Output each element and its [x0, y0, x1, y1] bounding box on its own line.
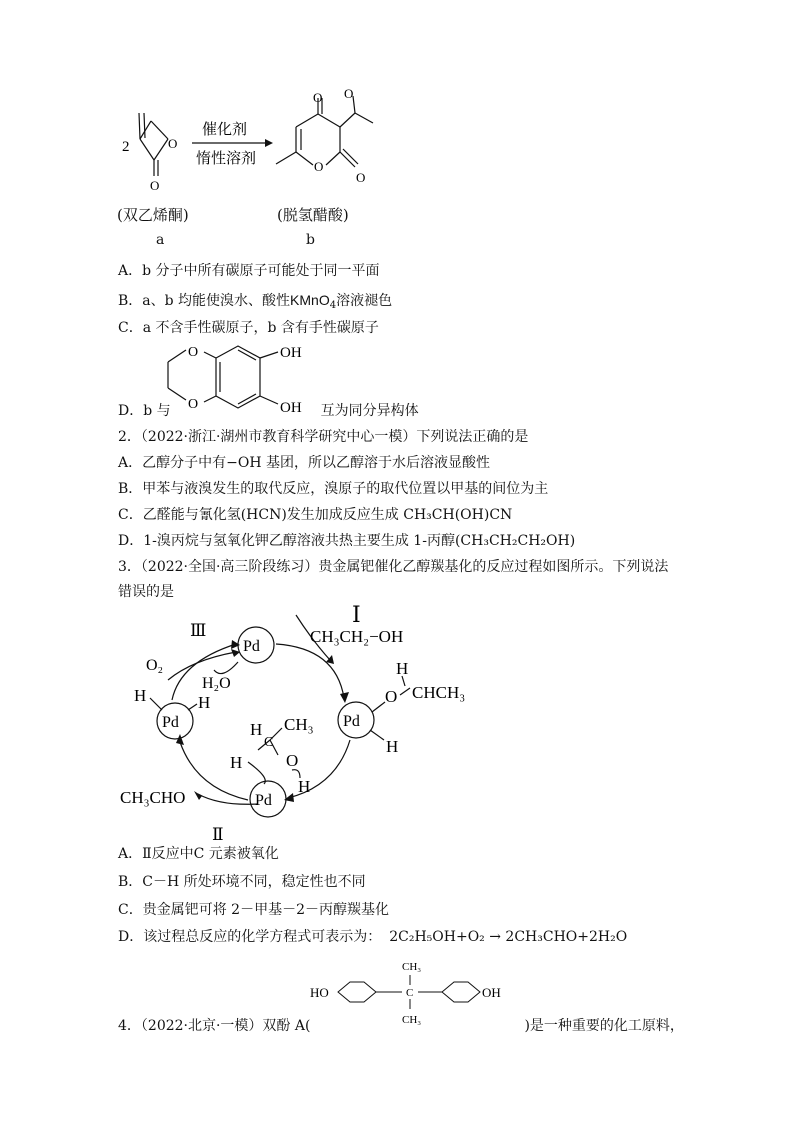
q1-option-b	[118, 291, 392, 310]
cycle-arrowheads	[176, 640, 349, 802]
step-iii-label: Ⅲ	[190, 621, 207, 640]
pd-hydride-h-left2: H	[198, 693, 211, 712]
pd-label-bottom: Pd	[255, 792, 272, 809]
q2-option-c: C．乙醛能与氰化氢(HCN)发生加成反应生成 CH₃CH(OH)CN	[118, 507, 513, 523]
q3-option-c: C．贵金属钯可将 2－甲基－2－丙醇羰基化	[118, 902, 389, 918]
q1-option-b-text: B．a、b 均能使溴水、酸性	[118, 293, 291, 309]
kmno4-formula: KMnO	[290, 292, 330, 308]
q2-option-d: D．1-溴丙烷与氢氧化钾乙醇溶液共热主要生成 1-丙醇(CH₃CH₂CH₂OH)	[118, 533, 576, 549]
acetaldehyde-product: CH₃CHO	[120, 788, 186, 807]
solvent-label: 惰性溶剂	[196, 151, 257, 167]
alkoxide-h-top: H	[396, 659, 409, 678]
q3-option-b: B．C－H 所处环境不同，稳定性也不同	[118, 874, 366, 890]
pd-hydride-h-right: H	[386, 737, 399, 756]
bottom-oxygen: O	[286, 751, 299, 770]
q2-option-b: B．甲苯与液溴发生的取代反应，溴原子的取代位置以甲基的间位为主	[118, 481, 549, 497]
q1-option-d	[118, 402, 419, 420]
dehydroacetic-acid-name: (脱氢醋酸)	[277, 206, 349, 224]
pd-label-top: Pd	[243, 638, 260, 655]
bpa-methyl-top: CH₃	[402, 961, 422, 973]
step-ii-label: Ⅱ	[212, 825, 224, 844]
bottom-h-top: H	[250, 720, 263, 739]
q3-option-a: A．Ⅱ反应中C 元素被氧化	[118, 846, 279, 862]
q3-stem-line2: 错误的是	[118, 584, 174, 600]
bpa-quaternary-carbon: C	[406, 987, 414, 999]
pd-hydride-h-left1: H	[134, 686, 147, 705]
label-a: a	[156, 232, 165, 248]
q4-stem	[118, 1017, 684, 1035]
lactone-oxygen-label: O	[314, 159, 324, 174]
step-i-label: Ⅰ	[352, 602, 361, 627]
dehydroacetic-acid-structure	[276, 96, 373, 167]
q3-option-d	[118, 928, 627, 946]
catalytic-cycle-diagram	[0, 600, 800, 844]
reaction-arrowhead	[265, 139, 273, 147]
diketene-structure	[139, 113, 168, 176]
ketone-oxygen-label: O	[313, 90, 323, 105]
alkoxide-oxygen: O	[385, 687, 398, 706]
bpa-methyl-bottom: CH₃	[402, 1014, 422, 1026]
q2-stem: 2．（2022·浙江·湖州市教育科学研究中心一模）下列说法正确的是	[118, 429, 529, 445]
bottom-h-left: H	[230, 753, 243, 772]
lactone-carbonyl-oxygen-label: O	[356, 170, 366, 185]
dioxane-oxygen-top: O	[188, 345, 199, 360]
acetyl-oxygen-label: O	[344, 86, 354, 101]
bottom-h-right: H	[298, 777, 311, 796]
diketene-name: (双乙烯酮)	[117, 206, 189, 224]
q4-stem-end: )是一种重要的化工原料，	[524, 1018, 684, 1034]
oxygen-reactant-label: O₂	[146, 657, 164, 674]
label-b: b	[306, 232, 315, 248]
q1-option-d-end: 互为同分异构体	[320, 403, 419, 419]
bottom-carbon: C	[264, 735, 274, 750]
kmno4-subscript: 4	[329, 300, 337, 311]
q1-option-d-start: D．b 与	[118, 403, 171, 419]
q2-option-a: A．乙醇分子中有−OH 基团，所以乙醇溶于水后溶液显酸性	[118, 455, 490, 471]
catalyst-label: 催化剂	[202, 122, 248, 138]
bpa-oh: OH	[482, 985, 501, 1000]
q3-stem-line1: 3．（2022·全国·高三阶段练习）贵金属钯催化乙醇羰基化的反应过程如图所示。下列说法	[118, 559, 669, 575]
hydroxyl-top: OH	[280, 345, 302, 361]
q4-stem-start: 4．（2022·北京·一模）双酚 A(	[118, 1018, 311, 1034]
q1-option-c: C．a 不含手性碳原子，b 含有手性碳原子	[118, 320, 379, 336]
q1-option-a: A．b 分子中所有碳原子可能处于同一平面	[118, 263, 380, 279]
alkoxide-chch3: CHCH₃	[412, 683, 466, 702]
water-product-label: H₂O	[202, 675, 231, 692]
bpa-ho: HO	[310, 985, 329, 1000]
overall-equation: 2C₂H₅OH+O₂ → 2CH₃CHO+2H₂O	[389, 929, 628, 945]
q3-option-d-text: D．该过程总反应的化学方程式可表示为：	[118, 929, 382, 945]
ethanol-label: CH₃CH₂−OH	[310, 627, 404, 646]
reaction-coefficient: 2	[122, 139, 130, 155]
pd-label-right: Pd	[343, 713, 360, 730]
pd-label-left: Pd	[162, 714, 179, 731]
carbonyl-oxygen-label: O	[150, 178, 160, 193]
dioxane-oxygen-bottom: O	[188, 397, 199, 412]
bottom-ch3: CH₃	[284, 715, 314, 734]
hydroxyl-bottom: OH	[280, 400, 302, 416]
q1-option-b-end: 溶液褪色	[336, 293, 393, 309]
ring-oxygen-label: O	[168, 136, 178, 151]
